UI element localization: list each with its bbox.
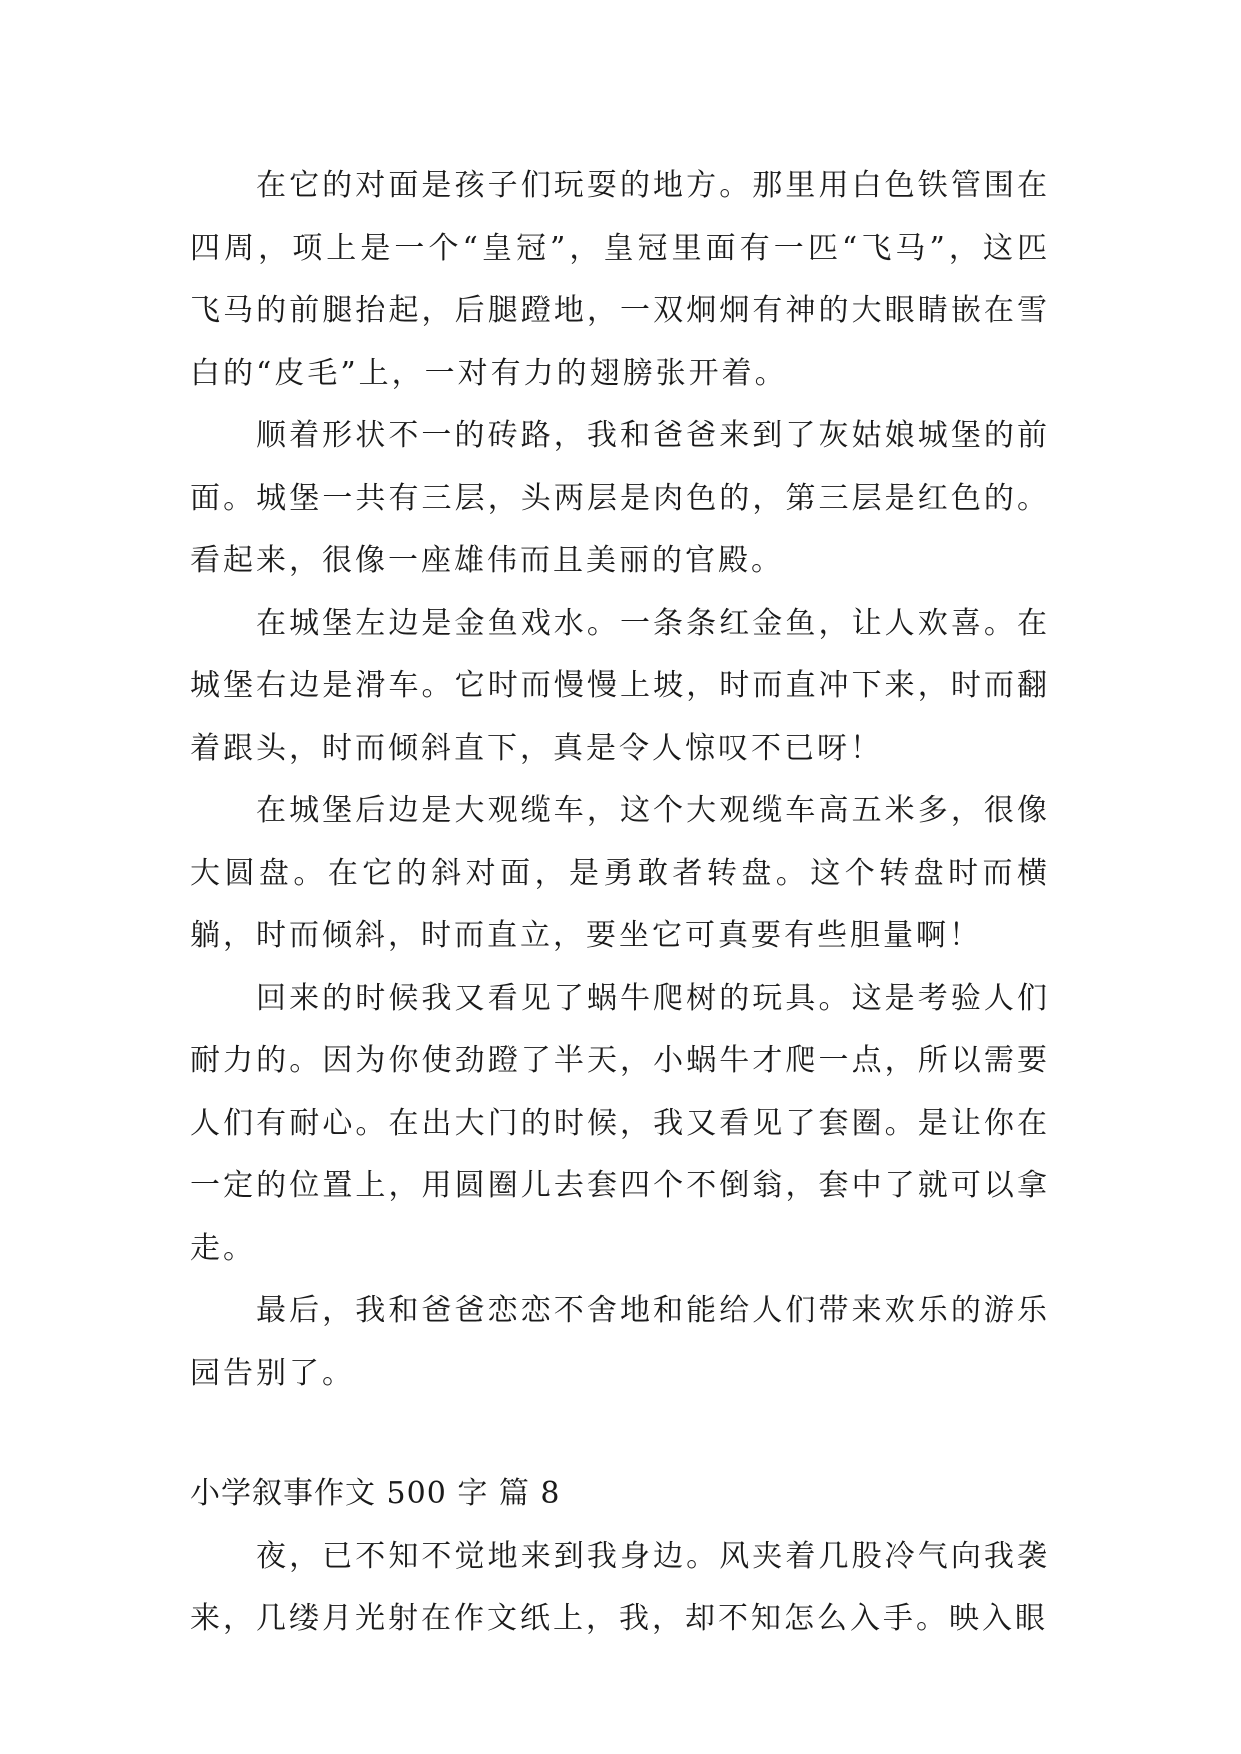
section-heading: 小学叙事作文 500 字 篇 8 [190,1476,561,1511]
paragraph-castle: 顺着形状不一的砖路，我和爸爸来到了灰姑娘城堡的前面。城堡一共有三层，头两层是肉色的，第三层是红色的。看起来，很像一座雄伟而且美丽的官殿。 [190,418,1050,578]
paragraph-goldfish-coaster: 在城堡左边是金鱼戏水。一条条红金鱼，让人欢喜。在城堡右边是滑车。它时而慢慢上坡，时而直冲下来，时而翻着跟头，时而倾斜直下，真是令人惊叹不已呀！ [190,605,1050,766]
paragraph-ferris-wheel: 在城堡后边是大观缆车，这个大观缆车高五米多，很像大圆盘。在它的斜对面，是勇敢者转盘。这个转盘时而横躺，时而倾斜，时而直立，要坐它可真要有些胆量啊！ [190,793,1050,953]
paragraph-farewell: 最后，我和爸爸恋恋不舍地和能给人们带来欢乐的游乐园告别了。 [190,1293,1050,1391]
document-body [190,155,1050,1651]
paragraph-night: 夜，已不知不觉地来到我身边。风夹着几股冷气向我袭来，几缕月光射在作文纸上，我，却不知怎么入手。映入眼 [190,1538,1050,1636]
paragraph-snail-ringtoss: 回来的时候我又看见了蜗牛爬树的玩具。这是考验人们耐力的。因为你使劲蹬了半天，小蜗牛才爬一点，所以需要人们有耐心。在出大门的时候，我又看见了套圈。是让你在一定的位置上，用圆圈儿去套四个不倒翁，套中了就可以拿走。 [190,980,1050,1266]
paragraph-pegasus: 在它的对面是孩子们玩耍的地方。那里用白色铁管围在四周，项上是一个“皇冠”，皇冠里面有一匹“飞马”，这匹飞马的前腿抬起，后腿蹬地，一双炯炯有神的大眼睛嵌在雪白的“皮毛”上，一对有力的翅膀张开着。 [190,168,1050,391]
